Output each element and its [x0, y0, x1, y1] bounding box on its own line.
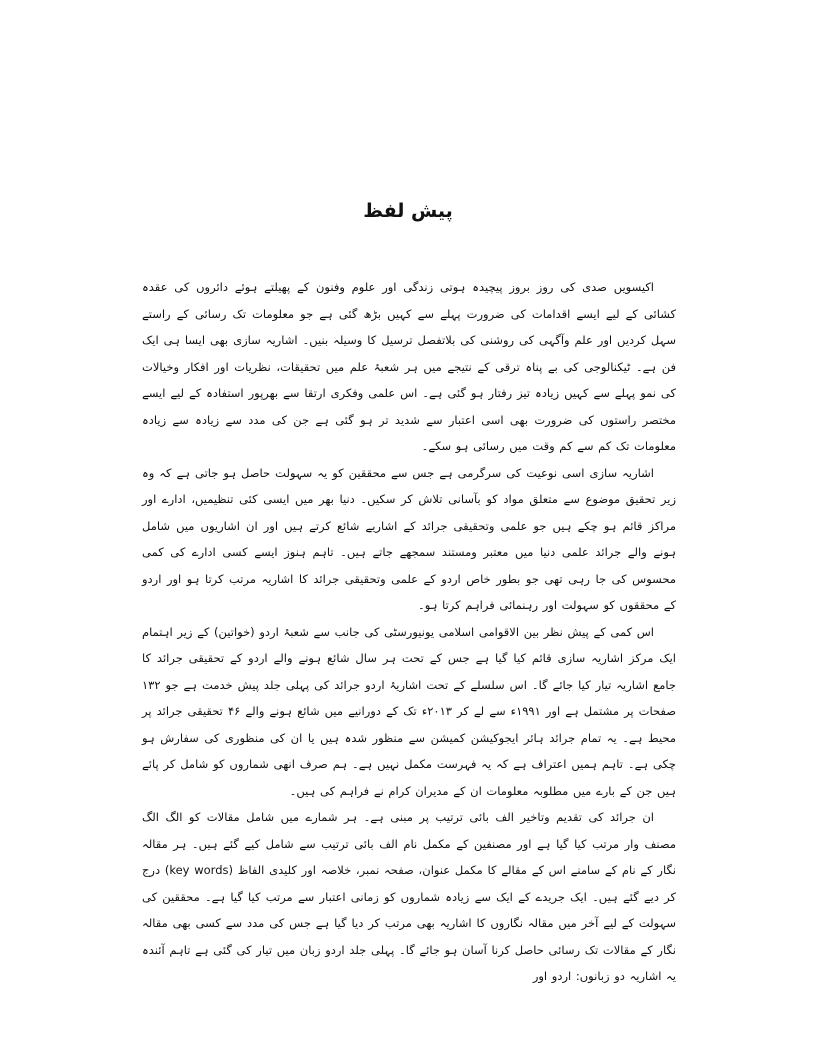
page-title: پیش لفظ: [363, 200, 453, 222]
paragraph-2: اشاریہ سازی اسی نوعیت کی سرگرمی ہے جس سے محققین کو یہ سہولت حاصل ہو جاتی ہے کہ وہ زیر تحقیق موضوع سے متعلق مواد کو بآسانی تلاش کر سکیں۔ دنیا بھر میں ایسی کئی تنظیمیں، ادارے اور مراکز قائم ہو چکے ہیں جو علمی وتحقیقی جرائد کے اشاریے شائع کرتے ہیں اور ان اشاریوں میں شامل ہونے والے جرائد علمی دنیا میں معتبر ومستند سمجھے جاتے ہیں۔ تاہم ہنوز ایسے کسی ادارے کی کمی محسوس کی جا رہی تھی جو بطور خاص اردو کے علمی وتحقیقی جرائد کا اشاریہ مرتب کرتا ہو اور اردو کے محققوں کو سہولت اور رہنمائی فراہم کرتا ہو۔: [142, 465, 676, 612]
paragraph-3: اس کمی کے پیش نظر بین الاقوامی اسلامی یونیورسٹی کی جانب سے شعبۂ اردو (خواتین) کے زیر اہتمام ایک مرکز اشاریہ سازی قائم کیا گیا ہے جس کے تحت ہر سال شائع ہونے والے اردو کے تحقیقی جرائد کا جامع اشاریہ تیار کیا جائے گا۔ اس سلسلے کے تحت اشاریۂ اردو جرائد کی پہلی جلد پیش خدمت ہے جو ۱۳۲ صفحات پر مشتمل ہے اور ۱۹۹۱ء سے لے کر ۲۰۱۳ء تک کے دورانیے میں شائع ہونے والے ۴۶ تحقیقی جرائد پر محیط ہے۔ یہ تمام جرائد ہائر ایجوکیشن کمیشن سے منظور شدہ ہیں یا ان کی منظوری کی سفارش ہو چکی ہے۔ تاہم ہمیں اعتراف ہے کہ یہ فہرست مکمل نہیں ہے۔ ہم صرف انھی شماروں کو شامل کر پائے ہیں جن کے بارے میں مطلوبہ معلومات ان کے مدیران کرام نے فراہم کی ہیں۔: [142, 624, 677, 798]
paragraph-4: ان جرائد کی تقدیم وتاخیر الف بائی ترتیب پر مبنی ہے۔ ہر شمارے میں شامل مقالات کو الگ الگ مصنف وار مرتب کیا گیا ہے اور مصنفین کے مکمل نام الف بائی ترتیب سے شامل کیے گئے ہیں۔ ہر مقالہ نگار کے نام کے سامنے اس کے مقالے کا مکمل عنوان، صفحہ نمبر، خلاصہ اور کلیدی الفاظ (key words) درج کر دیے گئے ہیں۔ ایک جریدے کے ایک سے زیادہ شماروں کو زمانی اعتبار سے مرتب کیا گیا ہے۔ محققین کی سہولت کے لیے آخر میں مقالہ نگاروں کا اشاریہ بھی مرتب کر دیا گیا ہے جس کی مدد سے کسی بھی مقالہ نگار کے مقالات تک رسائی حاصل کرنا آسان ہو جائے گا۔ پہلی جلد اردو زبان میں تیار کی گئی ہے تاہم آئندہ یہ اشاریہ دو زبانوں: اردو اور: [142, 810, 677, 983]
body-text: [142, 274, 676, 990]
paragraph-1: اکیسویں صدی کی روز بروز پیچیدہ ہوتی زندگی اور علوم وفنون کے پھیلتے ہوئے دائروں کی عقدہ کشائی کے لیے ایسے اقدامات کی ضرورت پہلے سے کہیں بڑھ گئی ہے جو معلومات تک رسائی کے راستے سہل کردیں اور علم وآگہی کی روشنی کی بلاتفصل ترسیل کا وسیلہ بنیں۔ اشاریہ سازی بھی ایسا ہی ایک فن ہے۔ ٹیکنالوجی کی بے پناہ ترقی کے نتیجے میں ہر شعبۂ علم میں تحقیقات، نظریات اور افکار وخیالات کی نمو پہلے سے کہیں زیادہ تیز رفتار ہو گئی ہے۔ اس علمی وفکری ارتقا سے بھرپور استفادہ کے لیے ایسے مختصر راستوں کی ضرورت بھی اسی اعتبار سے شدید تر ہو گئی ہے جن کی مدد سے زیادہ سے زیادہ معلومات تک کم سے کم وقت میں رسائی ہو سکے۔: [142, 280, 676, 453]
